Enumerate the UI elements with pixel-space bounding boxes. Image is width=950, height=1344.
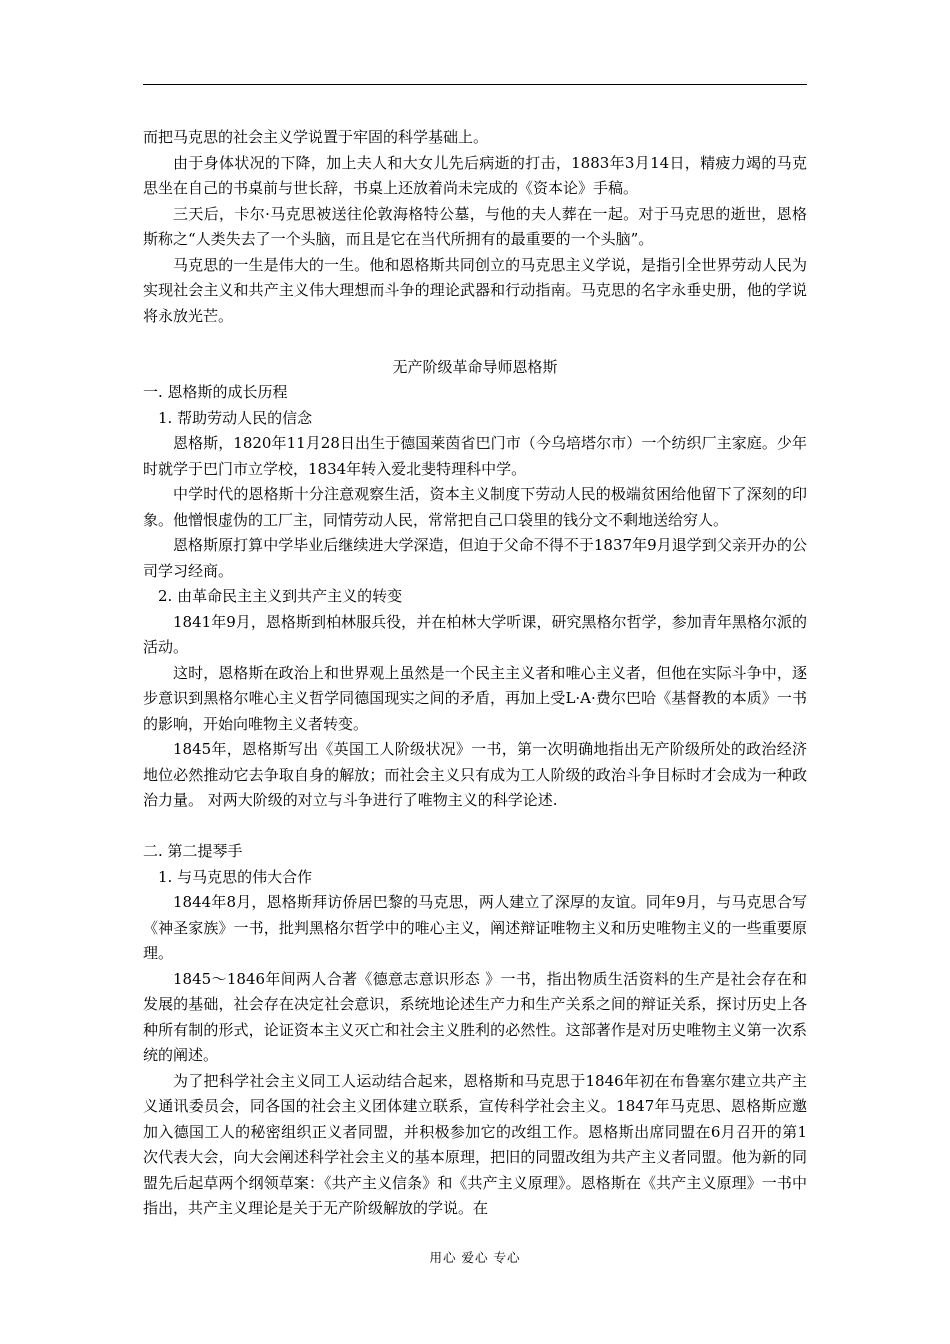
paragraph: 1845～1846年间两人合著《德意志意识形态 》一书，指出物质生活资料的生产是社会存在和发展的基础，社会存在决定社会意识，系统地论述生产力和生产关系之间的辩证关系，探讨历史上各种所有制的形式，论证资本主义灭亡和社会主义胜利的必然性。这部著作是对历史唯物主义第一次系统的阐述。 [143,969,807,1064]
section-title: 无产阶级革命导师恩格斯 [392,357,558,376]
paragraph: 这时，恩格斯在政治上和世界观上虽然是一个民主主义者和唯心主义者，但他在实际斗争中，逐步意识到黑格尔唯心主义哲学同德国现实之间的矛盾，再加上受L·A·费尔巴哈《基督教的本质》一书的影响，开始向唯物主义者转变。 [143,663,807,733]
subsection-heading: 2. 由革命民主主义到共产主义的转变 [158,587,403,605]
paragraph: 三天后，卡尔·马克思被送往伦敦海格特公墓，与他的夫人葬在一起。对于马克思的逝世，恩格斯称之“人类失去了一个头脑，而且是它在当代所拥有的最重要的一个头脑”。 [143,204,807,248]
paragraph: 由于身体状况的下降，加上夫人和大女儿先后病逝的打击，1883年3月14日，精疲力竭的马克思坐在自己的书桌前与世长辞，书桌上还放着尚未完成的《资本论》手稿。 [143,153,807,197]
part-heading: 一. 恩格斯的成长历程 [143,383,288,401]
subsection-heading: 1. 帮助劳动人民的信念 [158,408,313,427]
paragraph: 恩格斯，1820年11月28日出生于德国莱茵省巴门市（今乌培塔尔市）一个纺织厂主家庭。少年时就学于巴门市立学校，1834年转入爱北斐特理科中学。 [143,434,807,478]
paragraph: 而把马克思的社会主义学说置于牢固的科学基础上。 [143,128,489,146]
page-footer: 用心 爱心 专心 [429,1250,521,1265]
part-heading: 二. 第二提琴手 [143,842,243,860]
paragraph: 1845年，恩格斯写出《英国工人阶级状况》一书，第一次明确地指出无产阶级所处的政治经济地位必然推动它去争取自身的解放；而社会主义只有成为工人阶级的政治斗争目标时才会成为一种政治力量。 对两大阶级的对立与斗争进行了唯物主义的科学论述. [143,740,807,809]
spacer [143,814,807,840]
paragraph: 恩格斯原打算中学毕业后继续进大学深造，但迫于父命不得不于1837年9月退学到父亲开办的公司学习经商。 [143,536,807,580]
header-rule [143,84,807,85]
subsection-heading: 1. 与马克思的伟大合作 [158,867,313,886]
paragraph: 1844年8月，恩格斯拜访侨居巴黎的马克思，两人建立了深厚的友谊。同年9月，与马克思合写《神圣家族》一书，批判黑格尔哲学中的唯心主义，阐述辩证唯物主义和历史唯物主义的一些重要原理。 [143,893,807,962]
paragraph: 1841年9月，恩格斯到柏林服兵役，并在柏林大学听课，研究黑格尔哲学，参加青年黑格尔派的活动。 [143,612,807,656]
paragraph: 马克思的一生是伟大的一生。他和恩格斯共同创立的马克思主义学说，是指引全世界劳动人民为实现社会主义和共产主义伟大理想而斗争的理论武器和行动指南。马克思的名字永垂史册，他的学说将永放光芒。 [143,255,807,325]
paragraph: 中学时代的恩格斯十分注意观察生活，资本主义制度下劳动人民的极端贫困给他留下了深刻的印象。他憎恨虚伪的工厂主，同情劳动人民，常常把自己口袋里的钱分文不剩地送给穷人。 [143,485,807,529]
spacer [143,329,807,355]
document-body [143,125,807,1222]
paragraph: 为了把科学社会主义同工人运动结合起来，恩格斯和马克思于1846年初在布鲁塞尔建立共产主义通讯委员会，同各国的社会主义团体建立联系，宣传科学社会主义。1847年马克思、恩格斯应邀加入德国工人的秘密组织正义者同盟，并积极参加它的改组工作。恩格斯出席同盟在6月召开的第1次代表大会，向大会阐述科学社会主义的基本原理，把旧的同盟改组为共产主义者同盟。他为新的同盟先后起草两个纲领草案：《共产主义信条》和《共产主义原理》。恩格斯在《共产主义原理》一书中指出，共产主义理论是关于无产阶级解放的学说。在 [143,1071,807,1217]
